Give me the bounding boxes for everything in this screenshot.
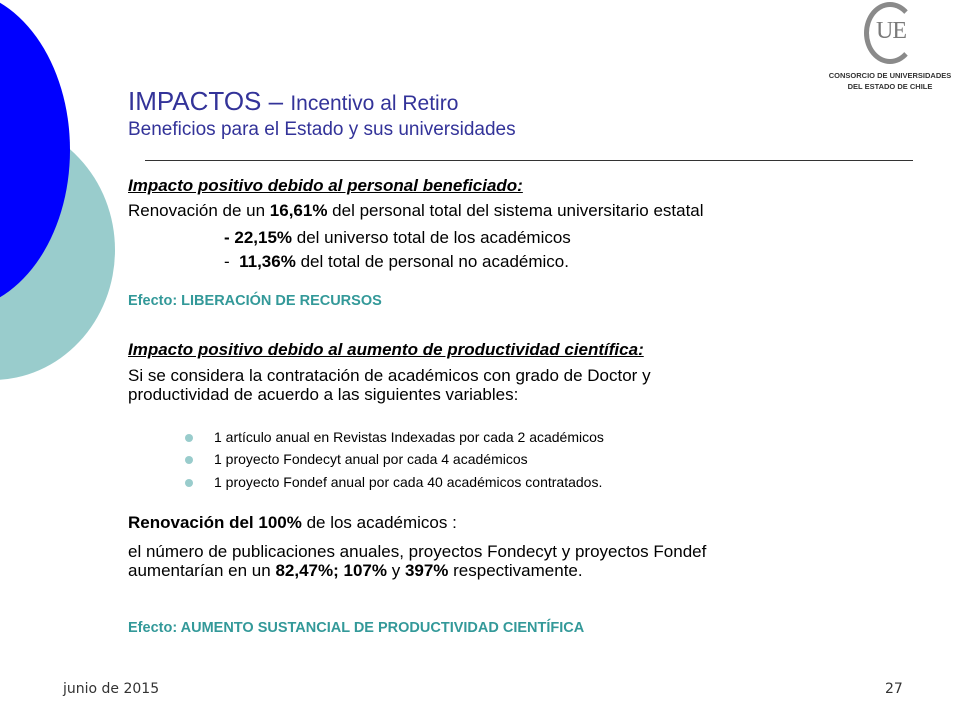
list-item-text: 1 proyecto Fondecyt anual por cada 4 académicos xyxy=(214,451,528,467)
footer-date: junio de 2015 xyxy=(63,681,160,697)
list-item-text: 1 artículo anual en Revistas Indexadas por cada 2 académicos xyxy=(214,429,604,445)
logo-line2: DEL ESTADO DE CHILE xyxy=(847,82,933,91)
section1-line3 xyxy=(224,252,569,271)
text-segment: del personal total del sistema universitario estatal xyxy=(327,201,704,220)
consortium-logo xyxy=(820,0,960,100)
title-divider xyxy=(145,160,913,161)
text-segment: de los académicos : xyxy=(301,513,457,532)
section1-effect: Efecto: LIBERACIÓN DE RECURSOS xyxy=(128,293,382,309)
text-segment: Renovación de un xyxy=(128,201,270,220)
percent-value: 82,47%; 107% xyxy=(275,561,387,580)
percent-value: 16,61% xyxy=(269,201,328,220)
percent-value: 397% xyxy=(404,561,449,580)
renewal-bold: Renovación del 100% xyxy=(128,513,302,532)
bullet-icon xyxy=(185,479,193,487)
percent-value: 11,36% xyxy=(239,252,296,271)
text-segment: del universo total de los académicos xyxy=(292,228,571,247)
text-segment: - xyxy=(224,252,240,271)
section1-line2 xyxy=(224,228,571,247)
bullet-icon xyxy=(185,434,193,442)
text-segment: y xyxy=(386,561,405,580)
section2-heading: Impacto positivo debido al aumento de productividad científica: xyxy=(128,340,644,359)
page-number: 27 xyxy=(885,681,903,697)
title-subtitle: Incentivo al Retiro xyxy=(290,92,459,115)
section2-effect: Efecto: AUMENTO SUSTANCIAL DE PRODUCTIVIDAD CIENTÍFICA xyxy=(128,620,585,636)
text-segment: aumentarían en un xyxy=(128,561,276,580)
percent-value: - 22,15% xyxy=(224,228,293,247)
list-item-text: 1 proyecto Fondef anual por cada 40 académicos contratados. xyxy=(214,474,603,490)
result-line1: el número de publicaciones anuales, proyectos Fondecyt y proyectos Fondef xyxy=(128,542,707,561)
logo-line1: CONSORCIO DE UNIVERSIDADES xyxy=(828,71,952,80)
title-dash: – xyxy=(261,86,291,116)
text-segment: del total de personal no académico. xyxy=(295,252,569,271)
renewal-line xyxy=(128,513,457,532)
result-line2 xyxy=(128,561,583,580)
title-line2: Beneficios para el Estado y sus universidades xyxy=(128,119,516,140)
section1-heading: Impacto positivo debido al personal beneficiado: xyxy=(128,176,523,195)
bullet-icon xyxy=(185,456,193,464)
section1-line1 xyxy=(128,201,704,220)
section2-intro1: Si se considera la contratación de académicos con grado de Doctor y xyxy=(128,366,651,385)
text-segment: respectivamente. xyxy=(448,561,583,580)
title-main: IMPACTOS xyxy=(128,86,262,116)
logo-mark: UE xyxy=(876,18,906,44)
slide-title xyxy=(128,86,828,141)
section2-intro2: productividad de acuerdo a las siguientes variables: xyxy=(128,385,519,404)
